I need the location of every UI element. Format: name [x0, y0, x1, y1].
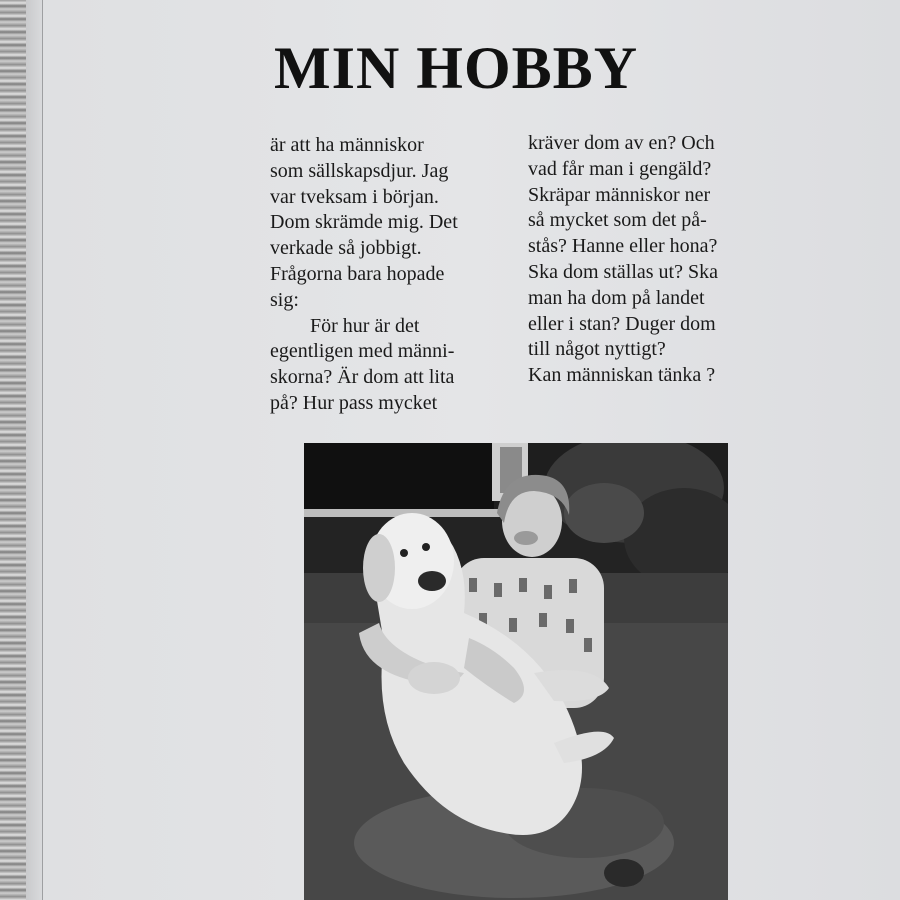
- text-line: Dom skrämde mig. Det: [270, 211, 458, 234]
- text-line: Skräpar människor ner: [528, 183, 711, 206]
- text-line: Ska dom ställas ut? Ska: [528, 260, 718, 283]
- text-line: verkade så jobbigt.: [270, 237, 422, 260]
- article-column-left: [270, 133, 520, 417]
- text-line: på? Hur pass mycket: [270, 391, 438, 414]
- text-line: För hur är det: [310, 314, 420, 337]
- text-line: Kan människan tänka ?: [528, 364, 716, 387]
- article-photo: [304, 443, 728, 900]
- page-edge: [26, 0, 43, 900]
- text-line: sig:: [270, 288, 299, 311]
- text-line: skorna? Är dom att lita: [270, 366, 455, 389]
- text-line: till något nyttigt?: [528, 338, 666, 361]
- article-column-right: [528, 131, 778, 389]
- text-line: Frågorna bara hopade: [270, 262, 445, 285]
- text-line: vad får man i gengäld?: [528, 157, 712, 180]
- text-line: man ha dom på landet: [528, 286, 705, 309]
- text-line: eller i stan? Duger dom: [528, 312, 716, 335]
- article-title: MIN HOBBY: [274, 35, 639, 101]
- text-line: är att ha människor: [270, 134, 424, 156]
- book-spine: [0, 0, 26, 900]
- text-line: kräver dom av en? Och: [528, 132, 715, 154]
- text-line: som sällskapsdjur. Jag: [270, 159, 449, 182]
- text-line: egentligen med männi-: [270, 340, 455, 363]
- text-line: var tveksam i början.: [270, 185, 439, 208]
- text-line: så mycket som det på-: [528, 209, 707, 232]
- text-line: stås? Hanne eller hona?: [528, 235, 718, 258]
